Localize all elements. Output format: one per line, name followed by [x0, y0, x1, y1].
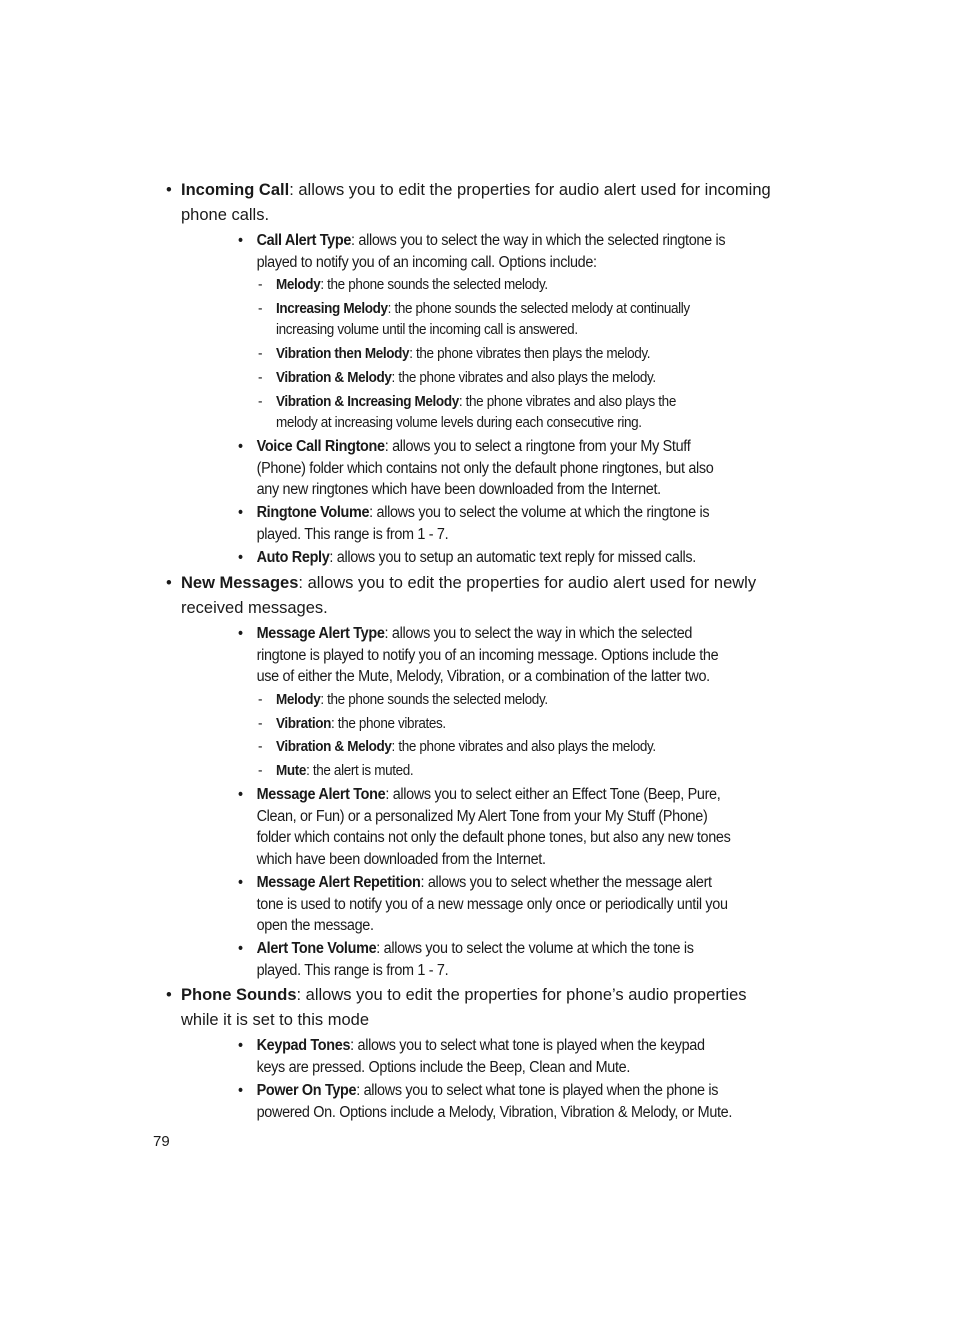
item-term: Power On Type	[256, 1082, 357, 1099]
bullet-marker: •	[238, 232, 243, 249]
item-description: : the phone sounds the selected melody at continually increasing volume until the incoming call is answered.	[276, 300, 690, 338]
page-number: 79	[153, 1133, 170, 1150]
item-description: : allows you to select whether the message alert tone is used to notify you of a new message only once or periodically until you open the message.	[256, 874, 728, 934]
item-term: Auto Reply	[256, 549, 330, 566]
section-item	[166, 178, 774, 228]
item-term: Increasing Melody	[276, 300, 388, 317]
option-item	[258, 689, 717, 710]
item-description: : the phone sounds the selected melody.	[320, 691, 548, 708]
item-description: : allows you to select either an Effect Tone (Beep, Pure, Clean, or Fun) or a personalized My Alert Tone from your My Stuff (Phone) folder which contains not only the default phone tones, but also any new tones which have been downloaded from the Internet.	[256, 786, 731, 868]
option-item	[258, 298, 717, 340]
item-description: : the alert is muted.	[306, 762, 414, 779]
item-description: : the phone vibrates and also plays the melody.	[391, 738, 656, 755]
item-description: : allows you to select what tone is played when the keypad keys are pressed. Options include the Beep, Clean and Mute.	[256, 1037, 705, 1076]
option-item	[258, 274, 717, 295]
bullet-marker: •	[238, 1037, 243, 1054]
setting-item	[238, 872, 736, 937]
dash-marker: -	[258, 393, 263, 410]
item-term: Alert Tone Volume	[256, 940, 377, 957]
item-term: Message Alert Repetition	[256, 874, 421, 891]
setting-item	[238, 784, 736, 870]
item-description: : the phone vibrates and also plays the melody.	[391, 369, 656, 386]
item-term: Vibration then Melody	[276, 345, 410, 362]
item-term: Melody	[276, 691, 321, 708]
item-description: : the phone sounds the selected melody.	[320, 276, 548, 293]
item-description: : the phone vibrates then plays the melody.	[409, 345, 651, 362]
item-term: Vibration & Melody	[276, 738, 392, 755]
section-item	[166, 983, 774, 1033]
dash-marker: -	[258, 369, 263, 386]
item-term: Vibration & Melody	[276, 369, 392, 386]
dash-marker: -	[258, 276, 263, 293]
setting-item	[238, 1080, 736, 1123]
item-term: Vibration & Increasing Melody	[276, 393, 459, 410]
item-term: Keypad Tones	[256, 1037, 351, 1054]
bullet-marker: •	[238, 874, 243, 891]
bullet-marker: •	[238, 504, 243, 521]
item-description: : allows you to select a ringtone from your My Stuff (Phone) folder which contains not only the default phone ringtones, but also any new ringtones which have been downloaded from the Internet.	[256, 438, 714, 498]
dash-marker: -	[258, 300, 263, 317]
item-term: Voice Call Ringtone	[256, 438, 385, 455]
item-term: Ringtone Volume	[256, 504, 370, 521]
item-description: : allows you to select the way in which the selected ringtone is played to notify you of an incoming call. Options include:	[256, 232, 726, 271]
section-item	[166, 571, 774, 621]
dash-marker: -	[258, 345, 263, 362]
dash-marker: -	[258, 762, 263, 779]
item-description: : allows you to edit the properties for audio alert used for newly received messages.	[181, 574, 757, 617]
option-item	[258, 343, 717, 364]
option-item	[258, 367, 717, 388]
bullet-marker: •	[238, 1082, 243, 1099]
bullet-marker: •	[238, 940, 243, 957]
item-term: Call Alert Type	[256, 232, 352, 249]
item-description: : allows you to edit the properties for audio alert used for incoming phone calls.	[181, 181, 771, 224]
item-description: : allows you to setup an automatic text reply for missed calls.	[329, 549, 696, 566]
item-description: : the phone vibrates and also plays the melody at increasing volume levels during each consecutive ring.	[276, 393, 676, 431]
setting-item	[238, 230, 736, 273]
bullet-marker: •	[238, 786, 243, 803]
bullet-marker: •	[238, 625, 243, 642]
setting-item	[238, 436, 736, 501]
item-term: Melody	[276, 276, 321, 293]
item-description: : allows you to select the volume at which the ringtone is played. This range is from 1 - 7.	[256, 504, 710, 543]
item-term: Message Alert Type	[256, 625, 385, 642]
bullet-marker: •	[166, 574, 172, 592]
option-item	[258, 736, 717, 757]
item-term: Phone Sounds	[181, 986, 297, 1004]
option-item	[258, 760, 717, 781]
bullet-marker: •	[238, 549, 243, 566]
item-term: Incoming Call	[181, 181, 290, 199]
item-description: : allows you to select what tone is played when the phone is powered On. Options include a Melody, Vibration, Vibration & Melody, or Mute.	[256, 1082, 733, 1121]
item-term: New Messages	[181, 574, 299, 592]
item-term: Mute	[276, 762, 307, 779]
item-description: : allows you to edit the properties for phone’s audio properties while it is set to this mode	[181, 986, 747, 1029]
setting-item	[238, 547, 736, 569]
setting-item	[238, 623, 736, 688]
item-term: Message Alert Tone	[256, 786, 386, 803]
setting-item	[238, 1035, 736, 1078]
bullet-marker: •	[166, 986, 172, 1004]
dash-marker: -	[258, 715, 263, 732]
setting-item	[238, 938, 736, 981]
option-item	[258, 713, 717, 734]
bullet-marker: •	[166, 181, 172, 199]
setting-item	[238, 502, 736, 545]
bullet-marker: •	[238, 438, 243, 455]
item-description: : allows you to select the volume at which the tone is played. This range is from 1 - 7.	[256, 940, 694, 979]
option-item	[258, 391, 717, 433]
dash-marker: -	[258, 691, 263, 708]
dash-marker: -	[258, 738, 263, 755]
item-description: : the phone vibrates.	[331, 715, 446, 732]
item-description: : allows you to select the way in which the selected ringtone is played to notify you of an incoming message. Options include the use of either the Mute, Melody, Vibration, or a combination of the latter two.	[256, 625, 719, 685]
item-term: Vibration	[276, 715, 332, 732]
